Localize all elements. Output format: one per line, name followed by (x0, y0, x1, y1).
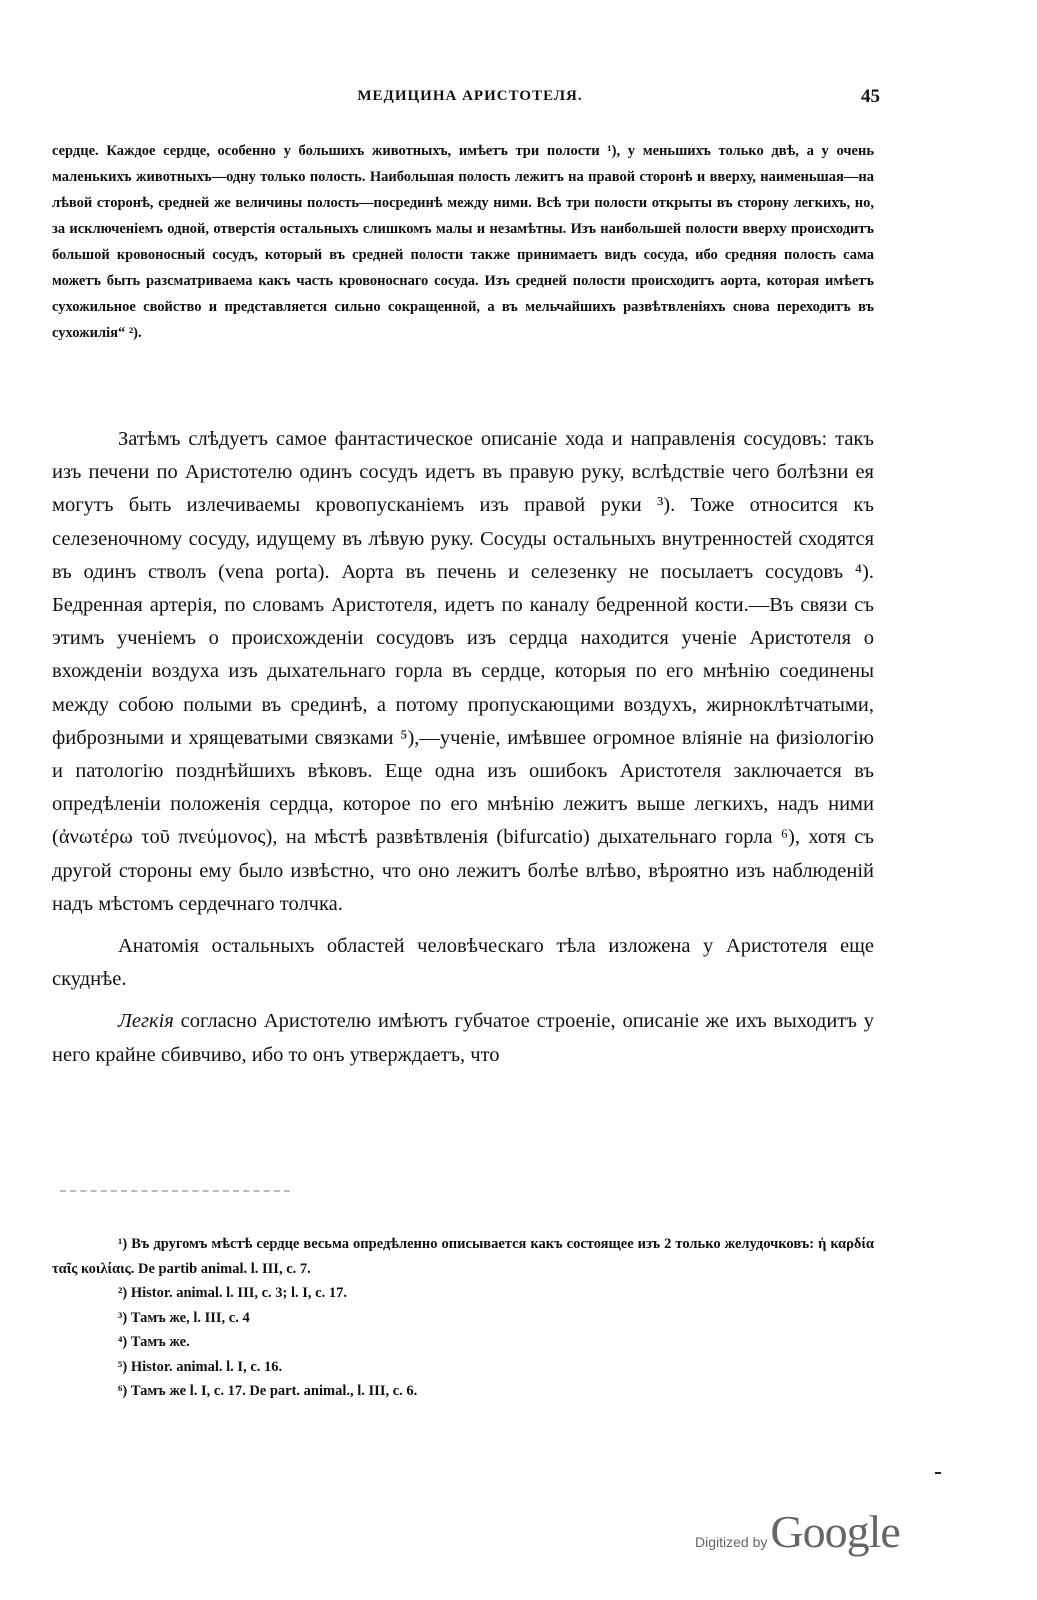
footnote-text: Тамъ же l. I, c. 17. De part. animal., l. III, c. 6. (130, 1383, 418, 1399)
paragraph-lungs (52, 1005, 874, 1071)
footnote-mark: ²) (118, 1285, 128, 1301)
scan-mark (935, 1472, 941, 1474)
footnote-mark: ¹) (118, 1236, 128, 1252)
footnote-5 (52, 1355, 874, 1380)
footnote-4 (52, 1330, 874, 1355)
footnote-divider (60, 1190, 290, 1192)
footnote-mark: ³) (118, 1309, 128, 1326)
footnote-text: Histor. animal. l. III, c. 3; l. I, c. 17. (130, 1285, 347, 1301)
body-text (52, 423, 874, 1081)
footnote-text: Въ другомъ мѣстѣ сердце весьма опредѣленно описывается какъ состоящее изъ 2 только желудочковъ: ἡ καρδία ταῖς κοιλίαις. De partib animal. l. III, c. 7. (52, 1236, 874, 1277)
page-number: 45 (861, 86, 880, 107)
digitized-watermark (695, 1505, 900, 1565)
footnote-mark: ⁴) (118, 1334, 128, 1350)
watermark-prefix: Digitized by (695, 1534, 768, 1550)
paragraph-vessels: Затѣмъ слѣдуетъ самое фантастическое описаніе хода и направленія сосудовъ: такъ изъ печени по Аристотелю одинъ сосудъ идетъ въ правую руку, вслѣдствіе чего болѣзни ея могутъ быть излечиваемы кровопусканіемъ изъ правой руки ³). Тоже относится къ селезеночному сосуду, идущему въ лѣвую руку. Сосуды остальныхъ внутренностей сходятся въ одинъ стволъ (vena porta). Аорта въ печень и селезенку не посылаетъ сосудовъ ⁴). Бедренная артерія, по словамъ Аристотеля, идетъ по каналу бедренной кости.—Въ связи съ этимъ ученіемъ о происхожденіи сосудовъ изъ сердца находится ученіе Аристотеля о вхожденіи воздуха изъ дыхательнаго горла въ сердце, которыя по его мнѣнію соединены между собою полыми въ срединѣ, а потому пропускающими воздухъ, жирноклѣтчатыми, фиброзными и хрящеватыми связками ⁵),—ученіе, имѣвшее огромное вліяніе на физіологію и патологію позднѣйшихъ вѣковъ. Еще одна изъ ошибокъ Аристотеля заключается въ опредѣленіи положенія сердца, которое по его мнѣнію лежитъ выше легкихъ, надъ ними (ἀνωτέρω τοῦ πνεύμονος), на мѣстѣ развѣтвленія (bifurcatio) дыхательнаго горла ⁶), хотя съ другой стороны ему было извѣстно, что оно лежитъ болѣе влѣво, вѣроятно изъ наблюденій надъ мѣстомъ сердечнаго толчка. (52, 428, 874, 915)
footnote-6 (52, 1379, 874, 1404)
footnotes (52, 1232, 874, 1404)
footnote-1 (52, 1232, 874, 1281)
lungs-term: Легкія (118, 1010, 174, 1033)
footnote-mark: ⁶) (118, 1383, 128, 1399)
footnote-mark: ⁵) (118, 1358, 128, 1375)
google-logo: Google (770, 1506, 900, 1557)
quotation-text: сердце. Каждое сердце, особенно у большихъ животныхъ, имѣетъ три полости ¹), у меньшихъ только двѣ, а у очень маленькихъ животныхъ—одну только полость. Наибольшая полость лежитъ на правой сторонѣ и вверху, наименьшая—на лѣвой сторонѣ, средней же величины полость—посрединѣ между ними. Всѣ три полости открыты въ сторону легкихъ, но, за исключеніемъ одной, отверстія остальныхъ слишкомъ малы и незамѣтны. Изъ наибольшей полости вверху происходитъ большой кровоносный сосудъ, который въ средней полости также принимаетъ видъ сосуда, ибо средняя полость сама можетъ быть разсматриваема какъ часть кровоноснаго сосуда. Изъ средней полости происходитъ аорта, которая имѣетъ сухожильное свойство и представляется сильно сокращенной, а въ мельчайшихъ развѣтвленіяхъ снова переходитъ въ сухожилія“ ²). (52, 143, 874, 341)
lungs-text: согласно Аристотелю имѣютъ губчатое строеніе, описаніе же ихъ выходитъ у него крайне сбивчиво, ибо то онъ утверждаетъ, что (52, 1010, 874, 1066)
page-header (60, 88, 880, 118)
paragraph-anatomy: Анатомія остальныхъ областей человѣческаго тѣла изложена у Аристотеля еще скуднѣе. (52, 935, 874, 991)
running-title: МЕДИЦИНА АРИСТОТЕЛЯ. (357, 88, 583, 104)
footnote-3 (52, 1306, 874, 1331)
footnote-2 (52, 1281, 874, 1306)
footnote-text: Histor. animal. l. I, c. 16. (130, 1358, 283, 1375)
quotation-block (52, 138, 874, 346)
footnote-text: Тамъ же, l. III, c. 4 (130, 1309, 250, 1326)
footnote-text: Тамъ же. (130, 1334, 190, 1350)
